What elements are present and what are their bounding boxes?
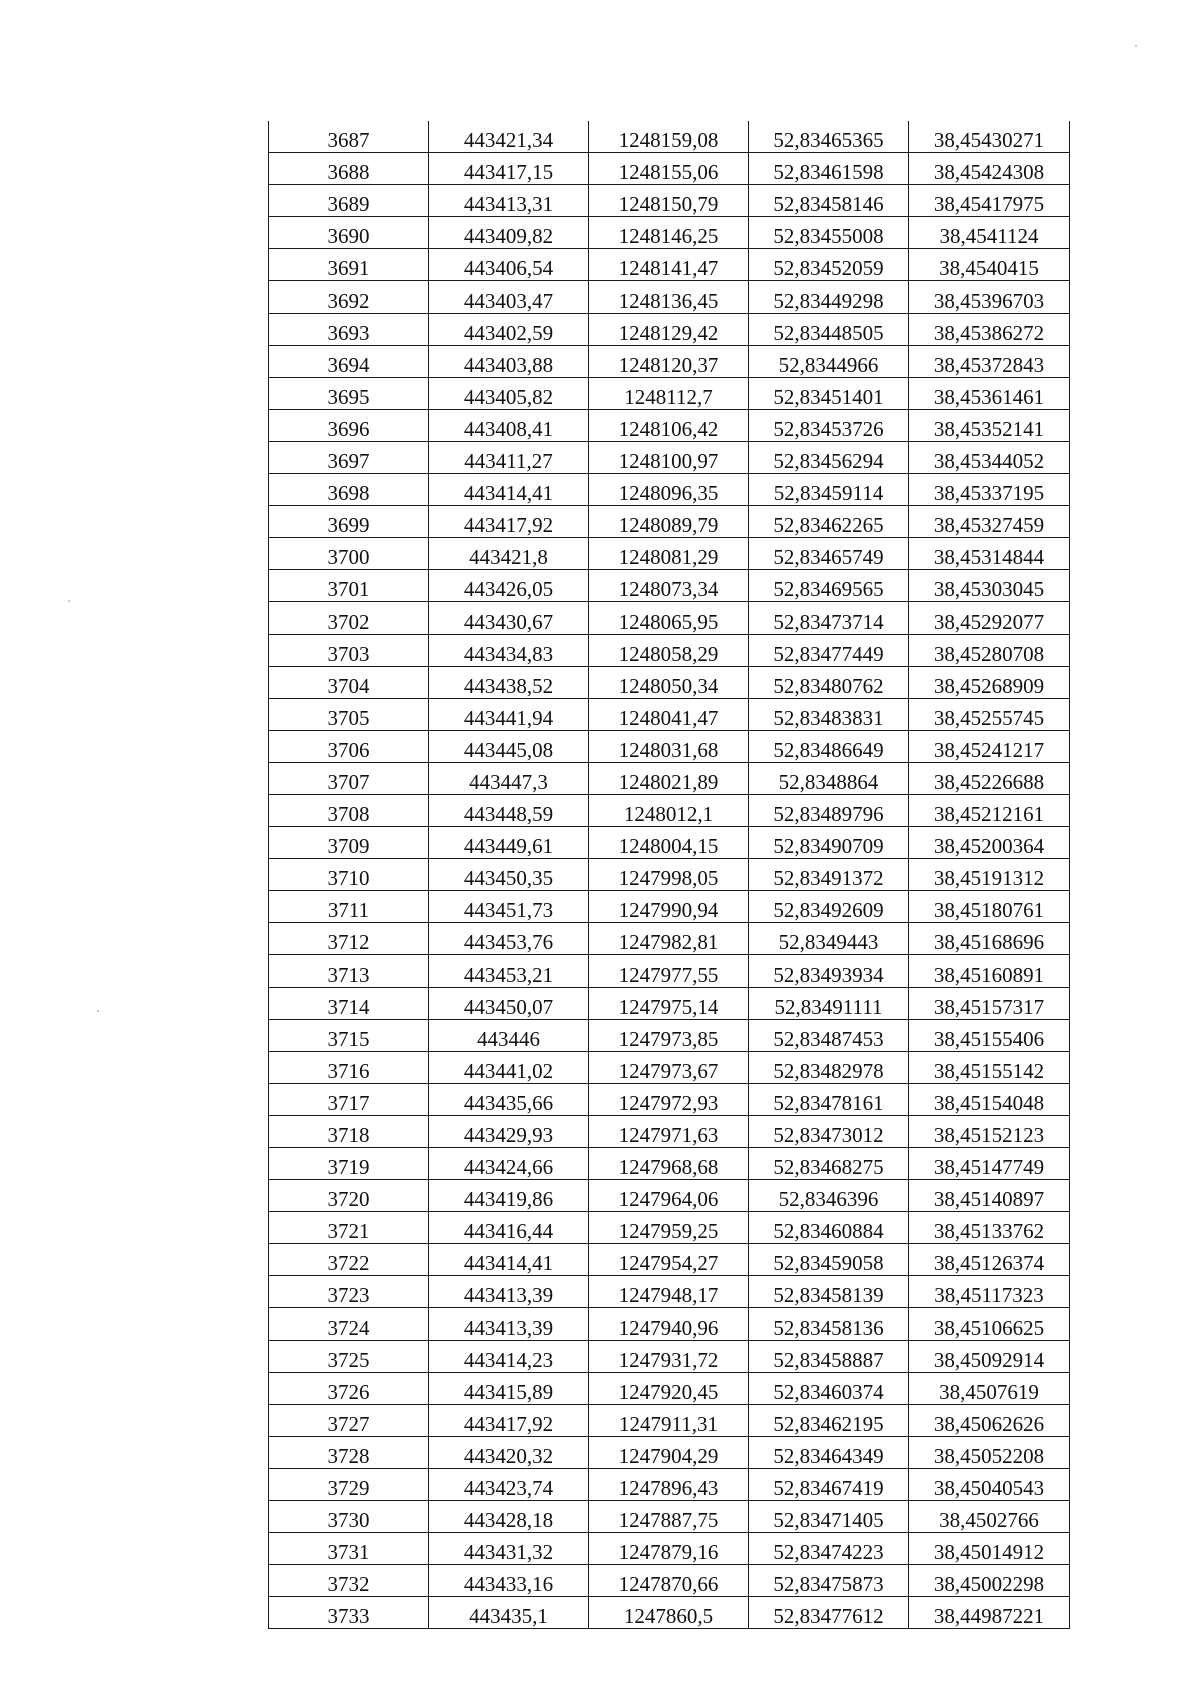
point-number-cell: 3702 (269, 602, 429, 634)
x-coordinate-cell: 443441,02 (429, 1051, 589, 1083)
y-coordinate-cell: 1248073,34 (589, 570, 749, 602)
latitude-cell: 52,83462195 (749, 1404, 909, 1436)
table-row (269, 1148, 1070, 1180)
point-number-cell: 3718 (269, 1115, 429, 1147)
x-coordinate-cell: 443408,41 (429, 409, 589, 441)
point-number-cell: 3728 (269, 1436, 429, 1468)
table-row (269, 1083, 1070, 1115)
x-coordinate-cell: 443438,52 (429, 666, 589, 698)
table-row (269, 762, 1070, 794)
longitude-cell: 38,45212161 (909, 794, 1070, 826)
point-number-cell: 3719 (269, 1148, 429, 1180)
y-coordinate-cell: 1248129,42 (589, 313, 749, 345)
y-coordinate-cell: 1247959,25 (589, 1212, 749, 1244)
longitude-cell: 38,45155142 (909, 1051, 1070, 1083)
table-row (269, 281, 1070, 313)
y-coordinate-cell: 1247971,63 (589, 1115, 749, 1147)
latitude-cell: 52,83452059 (749, 249, 909, 281)
latitude-cell: 52,8346396 (749, 1180, 909, 1212)
latitude-cell: 52,83471405 (749, 1501, 909, 1533)
point-number-cell: 3732 (269, 1565, 429, 1597)
point-number-cell: 3696 (269, 409, 429, 441)
x-coordinate-cell: 443411,27 (429, 441, 589, 473)
longitude-cell: 38,4541124 (909, 217, 1070, 249)
x-coordinate-cell: 443413,31 (429, 185, 589, 217)
point-number-cell: 3725 (269, 1340, 429, 1372)
scan-speck (97, 1010, 99, 1012)
point-number-cell: 3729 (269, 1468, 429, 1500)
latitude-cell: 52,83467419 (749, 1468, 909, 1500)
latitude-cell: 52,83473012 (749, 1115, 909, 1147)
longitude-cell: 38,45417975 (909, 185, 1070, 217)
point-number-cell: 3711 (269, 891, 429, 923)
x-coordinate-cell: 443403,88 (429, 345, 589, 377)
x-coordinate-cell: 443420,32 (429, 1436, 589, 1468)
longitude-cell: 38,4507619 (909, 1372, 1070, 1404)
longitude-cell: 38,44987221 (909, 1597, 1070, 1629)
longitude-cell: 38,45292077 (909, 602, 1070, 634)
latitude-cell: 52,83456294 (749, 441, 909, 473)
table-row (269, 666, 1070, 698)
table-row (269, 1115, 1070, 1147)
y-coordinate-cell: 1247964,06 (589, 1180, 749, 1212)
latitude-cell: 52,83475873 (749, 1565, 909, 1597)
latitude-cell: 52,83469565 (749, 570, 909, 602)
y-coordinate-cell: 1247990,94 (589, 891, 749, 923)
longitude-cell: 38,45002298 (909, 1565, 1070, 1597)
y-coordinate-cell: 1248004,15 (589, 827, 749, 859)
longitude-cell: 38,45396703 (909, 281, 1070, 313)
longitude-cell: 38,45155406 (909, 1019, 1070, 1051)
longitude-cell: 38,45386272 (909, 313, 1070, 345)
latitude-cell: 52,83451401 (749, 377, 909, 409)
x-coordinate-cell: 443441,94 (429, 698, 589, 730)
y-coordinate-cell: 1248120,37 (589, 345, 749, 377)
latitude-cell: 52,83460374 (749, 1372, 909, 1404)
table-row (269, 1372, 1070, 1404)
table-row (269, 538, 1070, 570)
latitude-cell: 52,83468275 (749, 1148, 909, 1180)
table-row (269, 1597, 1070, 1629)
latitude-cell: 52,83491372 (749, 859, 909, 891)
y-coordinate-cell: 1248141,47 (589, 249, 749, 281)
point-number-cell: 3717 (269, 1083, 429, 1115)
longitude-cell: 38,45152123 (909, 1115, 1070, 1147)
y-coordinate-cell: 1247977,55 (589, 955, 749, 987)
longitude-cell: 38,45133762 (909, 1212, 1070, 1244)
x-coordinate-cell: 443435,66 (429, 1083, 589, 1115)
table-row (269, 570, 1070, 602)
table-row (269, 1244, 1070, 1276)
table-row (269, 506, 1070, 538)
x-coordinate-cell: 443406,54 (429, 249, 589, 281)
y-coordinate-cell: 1248012,1 (589, 794, 749, 826)
point-number-cell: 3715 (269, 1019, 429, 1051)
longitude-cell: 38,45337195 (909, 474, 1070, 506)
table-row (269, 602, 1070, 634)
point-number-cell: 3698 (269, 474, 429, 506)
longitude-cell: 38,45168696 (909, 923, 1070, 955)
y-coordinate-cell: 1248050,34 (589, 666, 749, 698)
point-number-cell: 3708 (269, 794, 429, 826)
coordinates-table-container (268, 121, 1069, 1629)
point-number-cell: 3691 (269, 249, 429, 281)
table-row (269, 153, 1070, 185)
latitude-cell: 52,83487453 (749, 1019, 909, 1051)
longitude-cell: 38,45154048 (909, 1083, 1070, 1115)
point-number-cell: 3720 (269, 1180, 429, 1212)
point-number-cell: 3707 (269, 762, 429, 794)
longitude-cell: 38,45344052 (909, 441, 1070, 473)
latitude-cell: 52,83464349 (749, 1436, 909, 1468)
longitude-cell: 38,45092914 (909, 1340, 1070, 1372)
latitude-cell: 52,83477449 (749, 634, 909, 666)
point-number-cell: 3714 (269, 987, 429, 1019)
latitude-cell: 52,8348864 (749, 762, 909, 794)
table-row (269, 1051, 1070, 1083)
point-number-cell: 3716 (269, 1051, 429, 1083)
table-row (269, 827, 1070, 859)
table-row (269, 1404, 1070, 1436)
y-coordinate-cell: 1247973,67 (589, 1051, 749, 1083)
longitude-cell: 38,45424308 (909, 153, 1070, 185)
longitude-cell: 38,45327459 (909, 506, 1070, 538)
longitude-cell: 38,45180761 (909, 891, 1070, 923)
y-coordinate-cell: 1248041,47 (589, 698, 749, 730)
longitude-cell: 38,45160891 (909, 955, 1070, 987)
table-row (269, 923, 1070, 955)
longitude-cell: 38,45241217 (909, 730, 1070, 762)
point-number-cell: 3730 (269, 1501, 429, 1533)
y-coordinate-cell: 1247975,14 (589, 987, 749, 1019)
latitude-cell: 52,83474223 (749, 1533, 909, 1565)
point-number-cell: 3723 (269, 1276, 429, 1308)
point-number-cell: 3713 (269, 955, 429, 987)
table-row (269, 441, 1070, 473)
table-row (269, 1212, 1070, 1244)
longitude-cell: 38,45040543 (909, 1468, 1070, 1500)
table-row (269, 121, 1070, 153)
y-coordinate-cell: 1248065,95 (589, 602, 749, 634)
latitude-cell: 52,83448505 (749, 313, 909, 345)
y-coordinate-cell: 1248021,89 (589, 762, 749, 794)
y-coordinate-cell: 1248058,29 (589, 634, 749, 666)
longitude-cell: 38,45280708 (909, 634, 1070, 666)
latitude-cell: 52,83459058 (749, 1244, 909, 1276)
x-coordinate-cell: 443421,8 (429, 538, 589, 570)
x-coordinate-cell: 443430,67 (429, 602, 589, 634)
point-number-cell: 3704 (269, 666, 429, 698)
latitude-cell: 52,83492609 (749, 891, 909, 923)
scan-speck (68, 600, 70, 602)
latitude-cell: 52,83490709 (749, 827, 909, 859)
x-coordinate-cell: 443416,44 (429, 1212, 589, 1244)
x-coordinate-cell: 443415,89 (429, 1372, 589, 1404)
x-coordinate-cell: 443451,73 (429, 891, 589, 923)
y-coordinate-cell: 1247911,31 (589, 1404, 749, 1436)
table-row (269, 1533, 1070, 1565)
table-row (269, 698, 1070, 730)
point-number-cell: 3721 (269, 1212, 429, 1244)
x-coordinate-cell: 443417,92 (429, 506, 589, 538)
y-coordinate-cell: 1247982,81 (589, 923, 749, 955)
longitude-cell: 38,45191312 (909, 859, 1070, 891)
table-row (269, 1436, 1070, 1468)
point-number-cell: 3722 (269, 1244, 429, 1276)
x-coordinate-cell: 443402,59 (429, 313, 589, 345)
x-coordinate-cell: 443421,34 (429, 121, 589, 153)
point-number-cell: 3700 (269, 538, 429, 570)
latitude-cell: 52,83455008 (749, 217, 909, 249)
point-number-cell: 3692 (269, 281, 429, 313)
x-coordinate-cell: 443431,32 (429, 1533, 589, 1565)
table-row (269, 313, 1070, 345)
x-coordinate-cell: 443450,07 (429, 987, 589, 1019)
latitude-cell: 52,83486649 (749, 730, 909, 762)
latitude-cell: 52,83493934 (749, 955, 909, 987)
coordinates-table-body (269, 121, 1070, 1629)
x-coordinate-cell: 443414,23 (429, 1340, 589, 1372)
x-coordinate-cell: 443409,82 (429, 217, 589, 249)
latitude-cell: 52,83453726 (749, 409, 909, 441)
table-row (269, 1180, 1070, 1212)
latitude-cell: 52,83459114 (749, 474, 909, 506)
table-row (269, 409, 1070, 441)
x-coordinate-cell: 443453,76 (429, 923, 589, 955)
y-coordinate-cell: 1247954,27 (589, 1244, 749, 1276)
y-coordinate-cell: 1247879,16 (589, 1533, 749, 1565)
point-number-cell: 3706 (269, 730, 429, 762)
table-row (269, 891, 1070, 923)
y-coordinate-cell: 1248089,79 (589, 506, 749, 538)
latitude-cell: 52,83458139 (749, 1276, 909, 1308)
y-coordinate-cell: 1247904,29 (589, 1436, 749, 1468)
point-number-cell: 3727 (269, 1404, 429, 1436)
table-row (269, 1308, 1070, 1340)
latitude-cell: 52,83489796 (749, 794, 909, 826)
y-coordinate-cell: 1248159,08 (589, 121, 749, 153)
x-coordinate-cell: 443417,15 (429, 153, 589, 185)
x-coordinate-cell: 443424,66 (429, 1148, 589, 1180)
longitude-cell: 38,4540415 (909, 249, 1070, 281)
longitude-cell: 38,45255745 (909, 698, 1070, 730)
latitude-cell: 52,83460884 (749, 1212, 909, 1244)
table-row (269, 1501, 1070, 1533)
y-coordinate-cell: 1247973,85 (589, 1019, 749, 1051)
longitude-cell: 38,45147749 (909, 1148, 1070, 1180)
x-coordinate-cell: 443453,21 (429, 955, 589, 987)
point-number-cell: 3701 (269, 570, 429, 602)
longitude-cell: 38,4502766 (909, 1501, 1070, 1533)
x-coordinate-cell: 443417,92 (429, 1404, 589, 1436)
table-row (269, 1276, 1070, 1308)
longitude-cell: 38,45052208 (909, 1436, 1070, 1468)
y-coordinate-cell: 1248096,35 (589, 474, 749, 506)
latitude-cell: 52,83483831 (749, 698, 909, 730)
y-coordinate-cell: 1248146,25 (589, 217, 749, 249)
point-number-cell: 3724 (269, 1308, 429, 1340)
longitude-cell: 38,45361461 (909, 377, 1070, 409)
table-row (269, 1565, 1070, 1597)
point-number-cell: 3695 (269, 377, 429, 409)
longitude-cell: 38,45303045 (909, 570, 1070, 602)
latitude-cell: 52,83465749 (749, 538, 909, 570)
latitude-cell: 52,83477612 (749, 1597, 909, 1629)
table-row (269, 249, 1070, 281)
longitude-cell: 38,45200364 (909, 827, 1070, 859)
y-coordinate-cell: 1247968,68 (589, 1148, 749, 1180)
point-number-cell: 3689 (269, 185, 429, 217)
x-coordinate-cell: 443419,86 (429, 1180, 589, 1212)
table-row (269, 634, 1070, 666)
y-coordinate-cell: 1247940,96 (589, 1308, 749, 1340)
x-coordinate-cell: 443429,93 (429, 1115, 589, 1147)
x-coordinate-cell: 443433,16 (429, 1565, 589, 1597)
latitude-cell: 52,83491111 (749, 987, 909, 1019)
longitude-cell: 38,45157317 (909, 987, 1070, 1019)
table-row (269, 955, 1070, 987)
y-coordinate-cell: 1248155,06 (589, 153, 749, 185)
x-coordinate-cell: 443413,39 (429, 1276, 589, 1308)
x-coordinate-cell: 443426,05 (429, 570, 589, 602)
x-coordinate-cell: 443435,1 (429, 1597, 589, 1629)
x-coordinate-cell: 443405,82 (429, 377, 589, 409)
y-coordinate-cell: 1248112,7 (589, 377, 749, 409)
longitude-cell: 38,45117323 (909, 1276, 1070, 1308)
table-row (269, 474, 1070, 506)
point-number-cell: 3710 (269, 859, 429, 891)
table-row (269, 794, 1070, 826)
latitude-cell: 52,83462265 (749, 506, 909, 538)
table-row (269, 859, 1070, 891)
latitude-cell: 52,83482978 (749, 1051, 909, 1083)
table-row (269, 1340, 1070, 1372)
latitude-cell: 52,83473714 (749, 602, 909, 634)
x-coordinate-cell: 443450,35 (429, 859, 589, 891)
point-number-cell: 3694 (269, 345, 429, 377)
latitude-cell: 52,8344966 (749, 345, 909, 377)
table-row (269, 185, 1070, 217)
longitude-cell: 38,45014912 (909, 1533, 1070, 1565)
point-number-cell: 3709 (269, 827, 429, 859)
latitude-cell: 52,83478161 (749, 1083, 909, 1115)
y-coordinate-cell: 1247972,93 (589, 1083, 749, 1115)
latitude-cell: 52,83458136 (749, 1308, 909, 1340)
x-coordinate-cell: 443448,59 (429, 794, 589, 826)
table-row (269, 987, 1070, 1019)
x-coordinate-cell: 443403,47 (429, 281, 589, 313)
y-coordinate-cell: 1247931,72 (589, 1340, 749, 1372)
y-coordinate-cell: 1248031,68 (589, 730, 749, 762)
table-row (269, 345, 1070, 377)
y-coordinate-cell: 1247887,75 (589, 1501, 749, 1533)
longitude-cell: 38,45226688 (909, 762, 1070, 794)
latitude-cell: 52,8349443 (749, 923, 909, 955)
x-coordinate-cell: 443413,39 (429, 1308, 589, 1340)
y-coordinate-cell: 1248106,42 (589, 409, 749, 441)
point-number-cell: 3712 (269, 923, 429, 955)
longitude-cell: 38,45372843 (909, 345, 1070, 377)
table-row (269, 217, 1070, 249)
longitude-cell: 38,45106625 (909, 1308, 1070, 1340)
point-number-cell: 3693 (269, 313, 429, 345)
latitude-cell: 52,83461598 (749, 153, 909, 185)
longitude-cell: 38,45430271 (909, 121, 1070, 153)
x-coordinate-cell: 443414,41 (429, 1244, 589, 1276)
point-number-cell: 3731 (269, 1533, 429, 1565)
coordinates-table (268, 121, 1070, 1629)
x-coordinate-cell: 443445,08 (429, 730, 589, 762)
x-coordinate-cell: 443414,41 (429, 474, 589, 506)
y-coordinate-cell: 1247998,05 (589, 859, 749, 891)
y-coordinate-cell: 1248136,45 (589, 281, 749, 313)
y-coordinate-cell: 1247948,17 (589, 1276, 749, 1308)
point-number-cell: 3697 (269, 441, 429, 473)
latitude-cell: 52,83480762 (749, 666, 909, 698)
scan-speck (1135, 45, 1137, 47)
table-row (269, 1468, 1070, 1500)
table-row (269, 377, 1070, 409)
latitude-cell: 52,83458887 (749, 1340, 909, 1372)
point-number-cell: 3705 (269, 698, 429, 730)
y-coordinate-cell: 1247870,66 (589, 1565, 749, 1597)
longitude-cell: 38,45126374 (909, 1244, 1070, 1276)
longitude-cell: 38,45140897 (909, 1180, 1070, 1212)
latitude-cell: 52,83449298 (749, 281, 909, 313)
table-row (269, 730, 1070, 762)
y-coordinate-cell: 1248100,97 (589, 441, 749, 473)
latitude-cell: 52,83458146 (749, 185, 909, 217)
point-number-cell: 3699 (269, 506, 429, 538)
point-number-cell: 3687 (269, 121, 429, 153)
x-coordinate-cell: 443428,18 (429, 1501, 589, 1533)
x-coordinate-cell: 443423,74 (429, 1468, 589, 1500)
y-coordinate-cell: 1247896,43 (589, 1468, 749, 1500)
x-coordinate-cell: 443449,61 (429, 827, 589, 859)
y-coordinate-cell: 1247860,5 (589, 1597, 749, 1629)
longitude-cell: 38,45314844 (909, 538, 1070, 570)
y-coordinate-cell: 1248150,79 (589, 185, 749, 217)
point-number-cell: 3726 (269, 1372, 429, 1404)
longitude-cell: 38,45268909 (909, 666, 1070, 698)
point-number-cell: 3690 (269, 217, 429, 249)
table-row (269, 1019, 1070, 1051)
x-coordinate-cell: 443446 (429, 1019, 589, 1051)
longitude-cell: 38,45352141 (909, 409, 1070, 441)
point-number-cell: 3703 (269, 634, 429, 666)
x-coordinate-cell: 443434,83 (429, 634, 589, 666)
point-number-cell: 3733 (269, 1597, 429, 1629)
x-coordinate-cell: 443447,3 (429, 762, 589, 794)
longitude-cell: 38,45062626 (909, 1404, 1070, 1436)
point-number-cell: 3688 (269, 153, 429, 185)
y-coordinate-cell: 1247920,45 (589, 1372, 749, 1404)
latitude-cell: 52,83465365 (749, 121, 909, 153)
y-coordinate-cell: 1248081,29 (589, 538, 749, 570)
